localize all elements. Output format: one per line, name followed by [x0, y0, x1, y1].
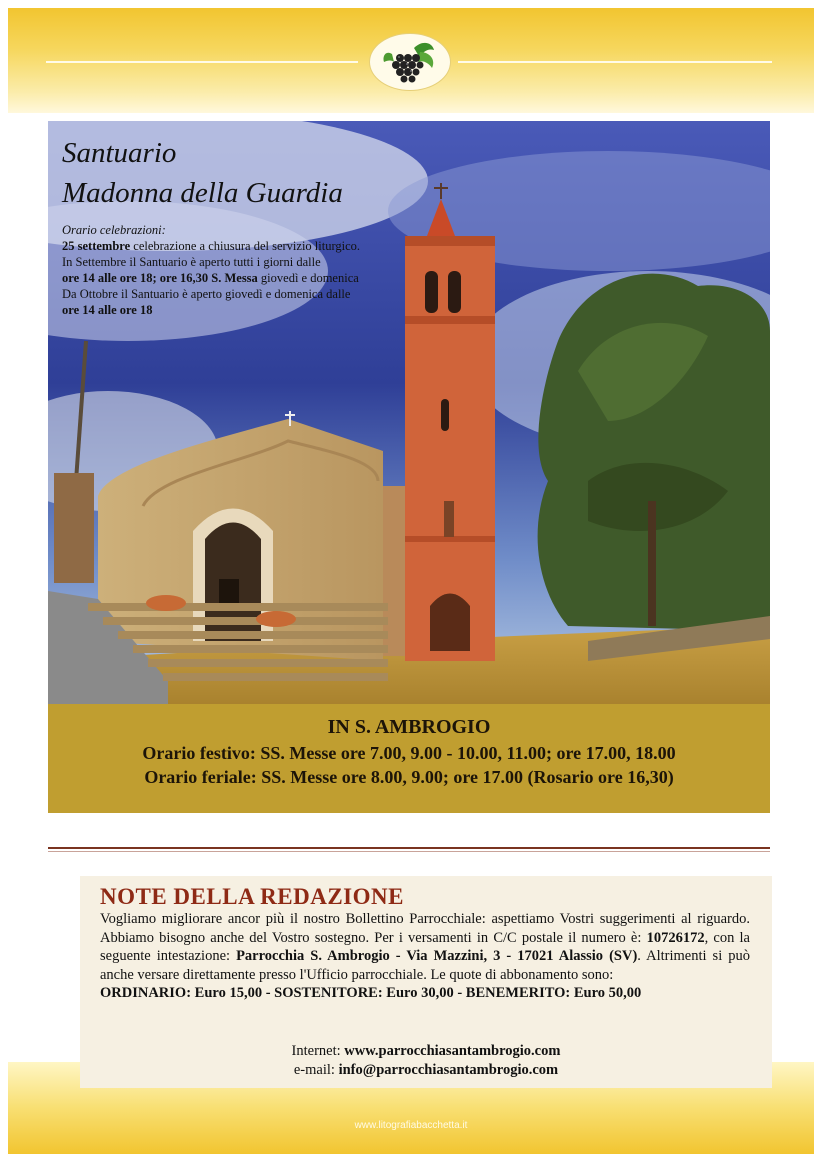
- note-paragraph: [100, 910, 750, 984]
- schedule-line-4: Da Ottobre il Santuario è aperto giovedì e domenica dalle: [62, 287, 351, 301]
- schedule-hours: ore 14 alle ore 18; ore 16,30 S. Messa: [62, 271, 258, 285]
- internet-label: Internet:: [291, 1043, 341, 1059]
- note-text-2: , con la seguente intestazione:: [100, 929, 750, 964]
- festivo-times: Orario festivo: SS. Messe ore 7.00, 9.00 - 10.00, 11.00; ore 17.00, 18.00: [142, 743, 676, 763]
- title-line-1: Santuario: [62, 137, 177, 169]
- feriale-times: Orario feriale: SS. Messe ore 8.00, 9.00; ore 17.00 (Rosario ore 16,30): [144, 767, 674, 787]
- note-contacts: [80, 1042, 772, 1080]
- ambrogio-mass-times: [48, 704, 770, 813]
- sanctuary-photo: [48, 121, 770, 704]
- internet-row: [80, 1042, 772, 1061]
- schedule-line-1-text: celebrazione a chiusura del servizio liturgico.: [133, 239, 361, 253]
- email-label: e-mail:: [293, 1062, 335, 1078]
- header-rule-left: [46, 61, 358, 63]
- schedule-line-3-text: giovedì e domenica: [260, 271, 359, 285]
- ambrogio-title: IN S. AMBROGIO: [327, 716, 491, 738]
- grapes-icon: [370, 34, 450, 90]
- note-text-1: Vogliamo migliorare ancor più il nostro Bollettino Parrocchiale: aspettiamo Vostri suggerimenti al riguardo. Abbiamo bisogno anche del Vostro sostegno. Per i versamenti in C/C postale il numero è:: [100, 911, 750, 946]
- schedule-date: 25 settembre: [62, 239, 131, 253]
- email-link[interactable]: info@parrocchiasantambrogio.com: [338, 1062, 559, 1078]
- schedule-label: Orario celebrazioni:: [62, 223, 166, 237]
- schedule-line-3: [62, 270, 360, 286]
- schedule-line-2: In Settembre il Santuario è aperto tutti i giorni dalle: [62, 255, 321, 269]
- header-logo: [369, 33, 451, 91]
- photo-title: [62, 133, 343, 213]
- section-divider: [48, 847, 770, 849]
- editor-note: [80, 876, 772, 1088]
- website-link[interactable]: www.parrocchiasantambrogio.com: [344, 1043, 561, 1059]
- note-title: NOTE DELLA REDAZIONE: [100, 884, 404, 909]
- title-line-2: Madonna della Guardia: [62, 177, 343, 209]
- note-text-3: . Altrimenti si può anche versare direttamente presso l'Ufficio parrocchiale. Le quote di abbonamento sono:: [100, 948, 750, 983]
- footer-url[interactable]: www.litografiabacchetta.it: [354, 1120, 468, 1131]
- header-rule-right: [458, 61, 772, 63]
- account-number: 10726172: [646, 929, 705, 946]
- section-divider-thin: [48, 851, 770, 852]
- schedule-line-5: [62, 302, 360, 318]
- account-holder: Parrocchia S. Ambrogio - Via Mazzini, 3 - 17021 Alassio (SV): [236, 948, 638, 964]
- schedule-hours-october: ore 14 alle ore 18: [62, 303, 153, 317]
- sanctuary-schedule: [62, 222, 360, 318]
- note-body: [100, 910, 750, 1003]
- schedule-line-1: [62, 238, 360, 254]
- subscription-quotes: ORDINARIO: Euro 15,00 - SOSTENITORE: Euro 30,00 - BENEMERITO: Euro 50,00: [100, 985, 642, 1001]
- email-row: [80, 1061, 772, 1080]
